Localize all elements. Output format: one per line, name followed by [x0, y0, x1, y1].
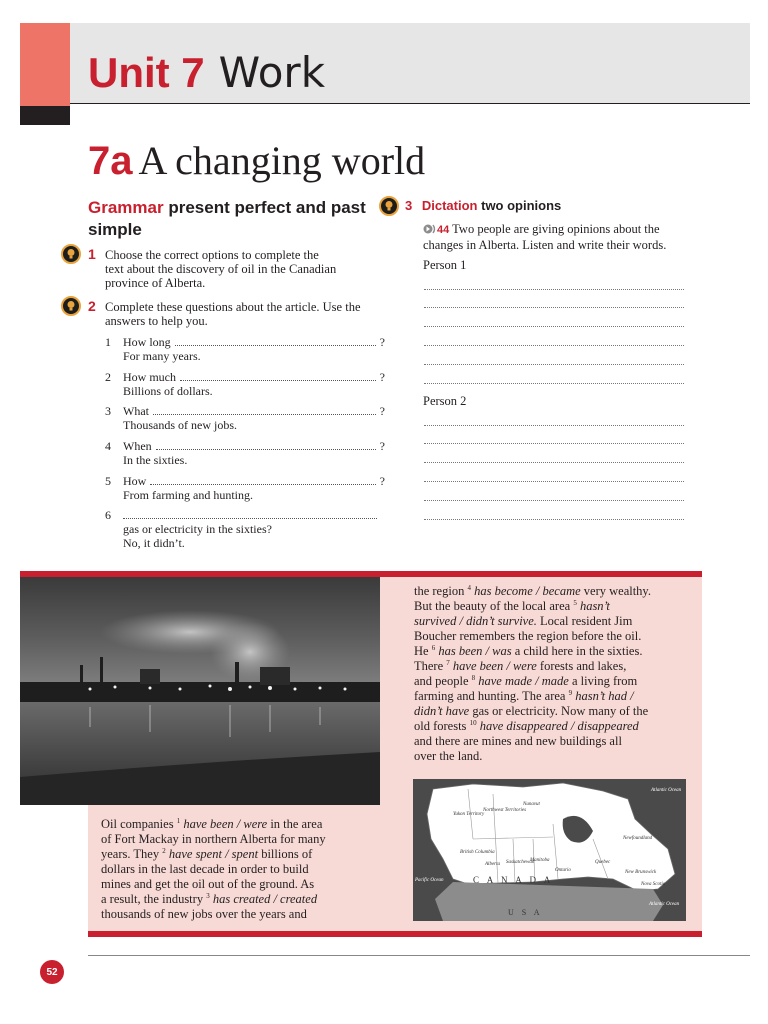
writing-line[interactable] — [424, 481, 684, 482]
map-label-usa: U S A — [508, 908, 543, 917]
lightbulb-icon — [379, 196, 399, 216]
instruction-line: Complete these questions about the article. Use the — [105, 300, 361, 314]
map-label-alberta: Alberta — [485, 862, 500, 867]
person-1-label: Person 1 — [423, 258, 467, 272]
question-answer: In the sixties. — [123, 453, 188, 467]
map-label-nwt: Northwest Territories — [483, 808, 527, 813]
question-prompt: How — [123, 474, 147, 488]
article-line: the region $^4$ has become / became very wealthy. — [414, 583, 651, 598]
lightbulb-icon — [61, 296, 81, 316]
article-line: He $^6$ has been / was a child here in the sixties. — [414, 643, 643, 658]
header-rule — [70, 103, 750, 104]
grammar-heading-label: Grammar — [88, 198, 164, 217]
question-number: 5 — [105, 474, 111, 488]
article-line: over the land. — [414, 749, 483, 763]
exercise-2-number: 2 — [88, 298, 96, 314]
map-label-nova-scotia: Nova Scotia — [641, 882, 666, 887]
instruction-line: province of Alberta. — [105, 276, 206, 290]
map-label-bc: British Columbia — [460, 850, 495, 855]
article-line: of Fort Mackay in northern Alberta for many — [101, 832, 326, 846]
header-accent-tab — [20, 23, 70, 106]
writing-line[interactable] — [424, 307, 684, 308]
grammar-heading — [88, 197, 378, 241]
question-6 — [105, 508, 377, 550]
question-number: 6 — [105, 508, 111, 522]
question-mark: ? — [379, 404, 385, 418]
unit-title — [88, 48, 325, 99]
question-prompt: What — [123, 404, 149, 418]
grammar-heading-topic: present perfect and past simple — [88, 198, 366, 239]
exercise-1-number: 1 — [88, 246, 96, 262]
question-prompt: How much — [123, 370, 176, 384]
exercise-3-label: Dictation — [421, 198, 478, 213]
lesson-title — [88, 137, 425, 185]
audio-track-number: 44 — [437, 224, 450, 236]
instruction-line: text about the discovery of oil in the Canadian — [105, 262, 337, 276]
map-label-pacific: Pacific Ocean — [415, 878, 444, 883]
answer-blank[interactable] — [150, 484, 375, 485]
exercise-3-topic: two opinions — [481, 198, 562, 213]
question-mark: ? — [379, 474, 385, 488]
writing-line[interactable] — [424, 425, 684, 426]
header-accent-dark — [20, 106, 70, 125]
question-mark: ? — [379, 335, 385, 349]
question-line: gas or electricity in the sixties? — [123, 522, 272, 536]
map-label-new-brunswick: New Brunswick — [625, 870, 657, 875]
article-line: a result, the industry $^3$ has created / created — [101, 891, 318, 906]
instruction-line: Choose the correct options to complete the — [105, 248, 319, 262]
writing-line[interactable] — [424, 326, 684, 327]
answer-blank[interactable] — [180, 380, 376, 381]
article-text-right — [414, 584, 699, 764]
question-mark: ? — [379, 370, 385, 384]
writing-line[interactable] — [424, 364, 684, 365]
article-line: Boucher remembers the region before the oil. — [414, 629, 642, 643]
exercise-1-instructions — [105, 248, 385, 290]
lightbulb-icon — [61, 244, 81, 264]
writing-line[interactable] — [424, 462, 684, 463]
map-label-yukon: Yukon Territory — [453, 812, 485, 817]
writing-line[interactable] — [424, 345, 684, 346]
article-line: old forests $^{10}$ have disappeared / disappeared — [414, 718, 639, 733]
map-label-ontario: Ontario — [555, 868, 571, 873]
article-line: farming and hunting. The area $^9$ hasn’t had / — [414, 688, 634, 703]
map-label-atlantic-bottom: Atlantic Ocean — [649, 902, 680, 907]
map-label-manitoba: Manitoba — [530, 858, 550, 863]
question-mark: ? — [379, 439, 385, 453]
map-label-sask: Saskatchewan — [506, 860, 535, 865]
writing-line[interactable] — [424, 519, 684, 520]
question-prompt: How long — [123, 335, 171, 349]
canada-map — [413, 779, 686, 921]
article-line: and people $^8$ have made / made a living from — [414, 673, 638, 688]
question-3 — [105, 404, 385, 432]
writing-line[interactable] — [424, 383, 684, 384]
question-number: 1 — [105, 335, 111, 349]
writing-line[interactable] — [424, 500, 684, 501]
article-line: thousands of new jobs over the years and — [101, 907, 307, 921]
question-number: 4 — [105, 439, 111, 453]
audio-icon[interactable] — [423, 223, 437, 238]
article-bottom-bar — [88, 931, 702, 937]
article-line: dollars in the last decade in order to build — [101, 862, 309, 876]
exercise-2-instructions — [105, 300, 395, 328]
question-answer: No, it didn’t. — [123, 536, 185, 550]
exercise-3-heading — [405, 198, 561, 213]
answer-blank[interactable] — [156, 449, 376, 450]
question-number: 3 — [105, 404, 111, 418]
question-2 — [105, 370, 385, 398]
map-label-atlantic-top: Atlantic Ocean — [651, 788, 682, 793]
writing-line[interactable] — [424, 443, 684, 444]
instruction-line: Two people are giving opinions about the — [452, 222, 660, 236]
article-line: mines and get the oil out of the ground. As — [101, 877, 315, 891]
question-prompt: When — [123, 439, 152, 453]
article-line: didn’t have gas or electricity. Now many of the — [414, 704, 649, 718]
instruction-line: answers to help you. — [105, 314, 208, 328]
question-4 — [105, 439, 385, 467]
question-1 — [105, 335, 385, 363]
article-line: survived / didn’t survive. Local resident Jim — [414, 614, 633, 628]
answer-blank[interactable] — [123, 518, 377, 519]
article-line: Oil companies $^1$ have been / were in the area — [101, 816, 323, 831]
question-5 — [105, 474, 385, 502]
answer-blank[interactable] — [153, 414, 376, 415]
article-line: There $^7$ have been / were forests and lakes, — [414, 658, 627, 673]
article-line: years. They $^2$ have spent / spent billions of — [101, 846, 313, 861]
exercise-3-instructions — [423, 222, 703, 252]
lesson-code: 7a — [88, 139, 133, 183]
map-label-canada: C A N A D A — [473, 875, 554, 885]
exercise-3-number: 3 — [405, 198, 413, 213]
article-text-left — [101, 817, 379, 922]
instruction-line: changes in Alberta. Listen and write their words. — [423, 238, 667, 252]
writing-line[interactable] — [424, 289, 684, 290]
question-answer: Thousands of new jobs. — [123, 418, 237, 432]
question-answer: For many years. — [123, 349, 201, 363]
footer-rule — [88, 955, 750, 956]
article-line: But the beauty of the local area $^5$ hasn’t — [414, 598, 610, 613]
person-2-label: Person 2 — [423, 394, 467, 408]
map-label-newfoundland: Newfoundland — [623, 836, 653, 841]
unit-name: Work — [218, 48, 326, 97]
page-number: 52 — [40, 960, 64, 984]
map-label-nunavut: Nunavut — [523, 802, 540, 807]
question-number: 2 — [105, 370, 111, 384]
answer-blank[interactable] — [175, 345, 376, 346]
oil-refinery-photo — [20, 577, 380, 805]
article-line: and there are mines and new buildings all — [414, 734, 622, 748]
unit-label: Unit 7 — [88, 49, 205, 96]
question-answer: From farming and hunting. — [123, 488, 253, 502]
map-label-quebec: Quebec — [595, 860, 611, 865]
question-answer: Billions of dollars. — [123, 384, 213, 398]
lesson-name: A changing world — [138, 138, 426, 183]
